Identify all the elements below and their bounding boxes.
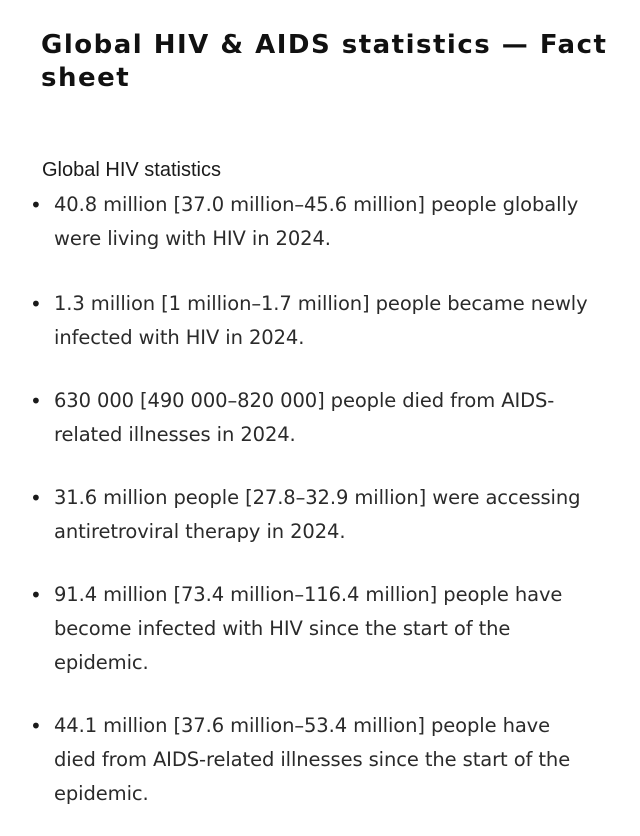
stat-text	[54, 384, 620, 452]
stat-text	[54, 188, 620, 256]
stat-line: 31.6 million people [27.8–32.9 million] were accessing	[54, 486, 581, 509]
stat-line: were living with HIV in 2024.	[54, 227, 331, 250]
bullet-icon: •	[30, 583, 42, 607]
stat-line: died from AIDS-related illnesses since the start of the	[54, 748, 571, 771]
stat-line: epidemic.	[54, 651, 149, 674]
stat-line: 91.4 million [73.4 million–116.4 million] people have	[54, 583, 563, 606]
bullet-icon: •	[30, 714, 42, 738]
stat-line: become infected with HIV since the start of the	[54, 617, 511, 640]
stat-line: antiretroviral therapy in 2024.	[54, 520, 346, 543]
bullet-icon: •	[30, 292, 42, 316]
stat-line: related illnesses in 2024.	[54, 423, 296, 446]
stat-text	[54, 709, 620, 811]
stat-line: 44.1 million [37.6 million–53.4 million] people have	[54, 714, 551, 737]
stat-text	[54, 287, 620, 355]
stat-text	[54, 481, 620, 549]
page-title: Global HIV & AIDS statistics — Fact sheet	[41, 30, 608, 93]
stat-line: 630 000 [490 000–820 000] people died from AIDS-	[54, 389, 555, 412]
bullet-icon: •	[30, 486, 42, 510]
stat-line: 40.8 million [37.0 million–45.6 million] people globally	[54, 193, 579, 216]
bullet-icon: •	[30, 389, 42, 413]
section-heading: Global HIV statistics	[42, 159, 221, 181]
bullet-icon: •	[30, 193, 42, 217]
stat-line: 1.3 million [1 million–1.7 million] people became newly	[54, 292, 588, 315]
stat-line: infected with HIV in 2024.	[54, 326, 305, 349]
stat-text	[54, 578, 620, 680]
stat-line: epidemic.	[54, 782, 149, 805]
